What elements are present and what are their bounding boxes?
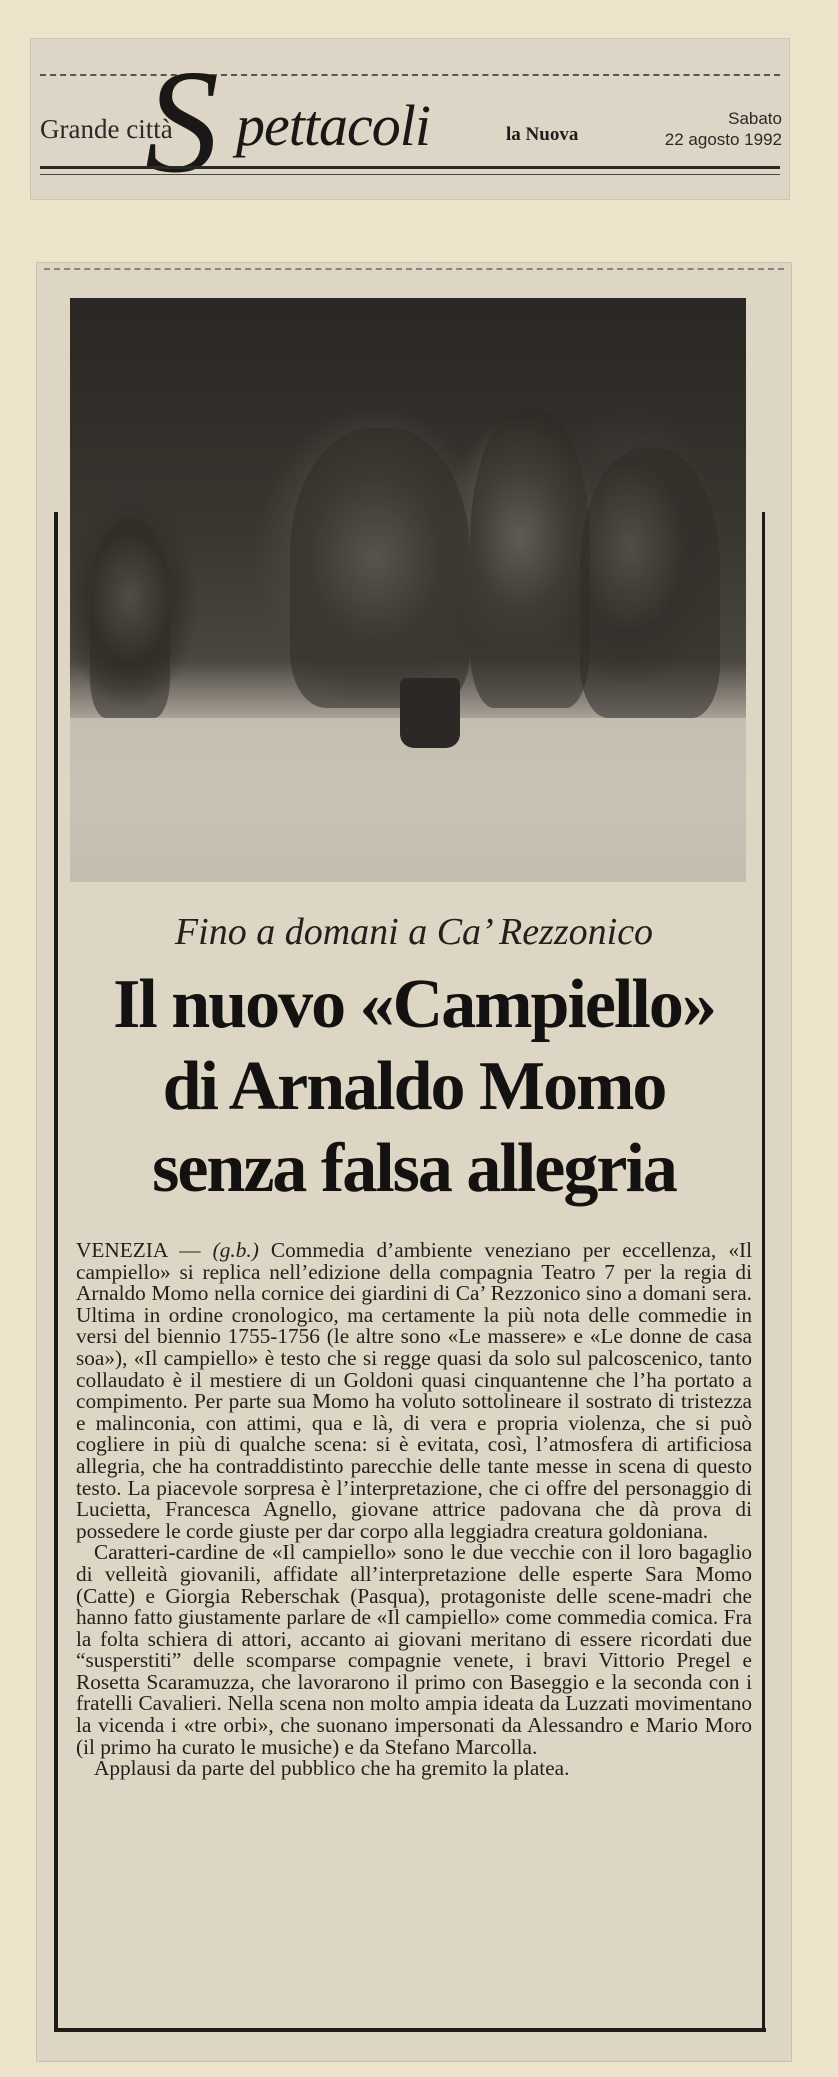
stage-photo — [70, 298, 746, 882]
column-rule-left — [54, 512, 58, 2032]
article-end-rule — [54, 2028, 766, 2032]
section-title: pettacoli — [236, 93, 430, 158]
masthead-bottom-rule-thin — [40, 174, 780, 175]
masthead — [30, 38, 790, 204]
cooking-pot — [400, 678, 460, 748]
article-kicker: Fino a domani a Ca’ Rezzonico — [174, 911, 654, 953]
actor-figure-right — [580, 448, 720, 718]
paragraph-1-text: Commedia d’ambiente veneziano per eccellenza, «Il campiello» si replica nell’edizione della compagnia Teatro 7 per la regia di Arnaldo Momo nella cornice dei giardini di Ca’ Rezzonico sino a domani sera. Ultima in ordine cronologico, ma certamente la più nota delle commedie in versi del biennio 1755-1756 (le altre sono «Le massere» e «Le donne de casa soa»), «Il campiello» è testo che si regge quasi da solo sul palcoscenico, tanto collaudato è il mestiere di un Goldoni quasi cinquantenne che l’ha portato a compimento. Per parte sua Momo ha voluto sottolineare il sostrato di tristezza e malinconia, con attimi, qua e là, di vera e propria violenza, che si può cogliere in più di qualche scena: si è evitata, così, l’atmosfera di artificiosa allegria, che ha contraddistinto parecchie delle tante messe in scena di questo testo. La piacevole sorpresa è l’interpretazione, che ci offre del personaggio di Lucietta, Francesca Agnello, giovane attrice padovana che dà prova di possedere le corde giuste per dar corpo alla leggiadra creatura goldoniana. — [76, 1238, 753, 1543]
article-clipping — [36, 262, 792, 2062]
article-top-rule — [44, 268, 784, 270]
column-rule-right — [762, 512, 765, 2032]
issue-date — [646, 108, 782, 150]
newspaper-name: la Nuova — [506, 124, 579, 145]
actor-figure-center — [290, 428, 470, 708]
article-headline — [36, 964, 792, 1210]
byline-initials: (g.b.) — [212, 1238, 259, 1262]
body-paragraph-2: Caratteri-cardine de «Il campiello» sono le due vecchie con il loro bagaglio di velleità giovanili, affidate all’interpretazione delle esperte Sara Momo (Catte) e Giorgia Reberschak (Pasqua), protagoniste delle scene-madri che hanno fatto giustamente parlare de «Il campiello» come commedia comica. Fra la folta schiera di attori, accanto ai giovani meritano di essere ricordati due “susperstiti” delle scomparse compagnie venete, i bravi Vittorio Pregel e Rosetta Scaramuzza, che lavorarono il primo con Baseggio e la seconda con i fratelli Cavalieri. Nella scena non molto ampia ideata da Luzzati movimentano la vicenda i «tre orbi», che suonano impersonati da Alessandro e Mario Moro (il primo ha curato le musiche) e da Stefano Marcolla. — [76, 1540, 752, 1759]
dateline-place: VENEZIA — — [76, 1238, 213, 1262]
issue-day: Sabato — [728, 109, 782, 128]
headline-line-2: di Arnaldo Momo — [162, 1048, 666, 1125]
masthead-bottom-rule — [40, 166, 780, 169]
body-paragraph-3: Applausi da parte del pubblico che ha gremito la platea. — [94, 1756, 570, 1781]
actor-figure-left — [90, 518, 170, 718]
article-body — [76, 1240, 752, 1780]
section-prefix: Grande città — [40, 114, 173, 144]
actor-figure-cook — [470, 408, 590, 708]
body-paragraph-1 — [76, 1240, 752, 1542]
issue-full-date: 22 agosto 1992 — [664, 130, 782, 149]
headline-line-1: Il nuovo «Campiello» — [113, 966, 715, 1043]
section-initial: S — [145, 40, 219, 204]
headline-line-3: senza falsa allegria — [152, 1130, 676, 1207]
